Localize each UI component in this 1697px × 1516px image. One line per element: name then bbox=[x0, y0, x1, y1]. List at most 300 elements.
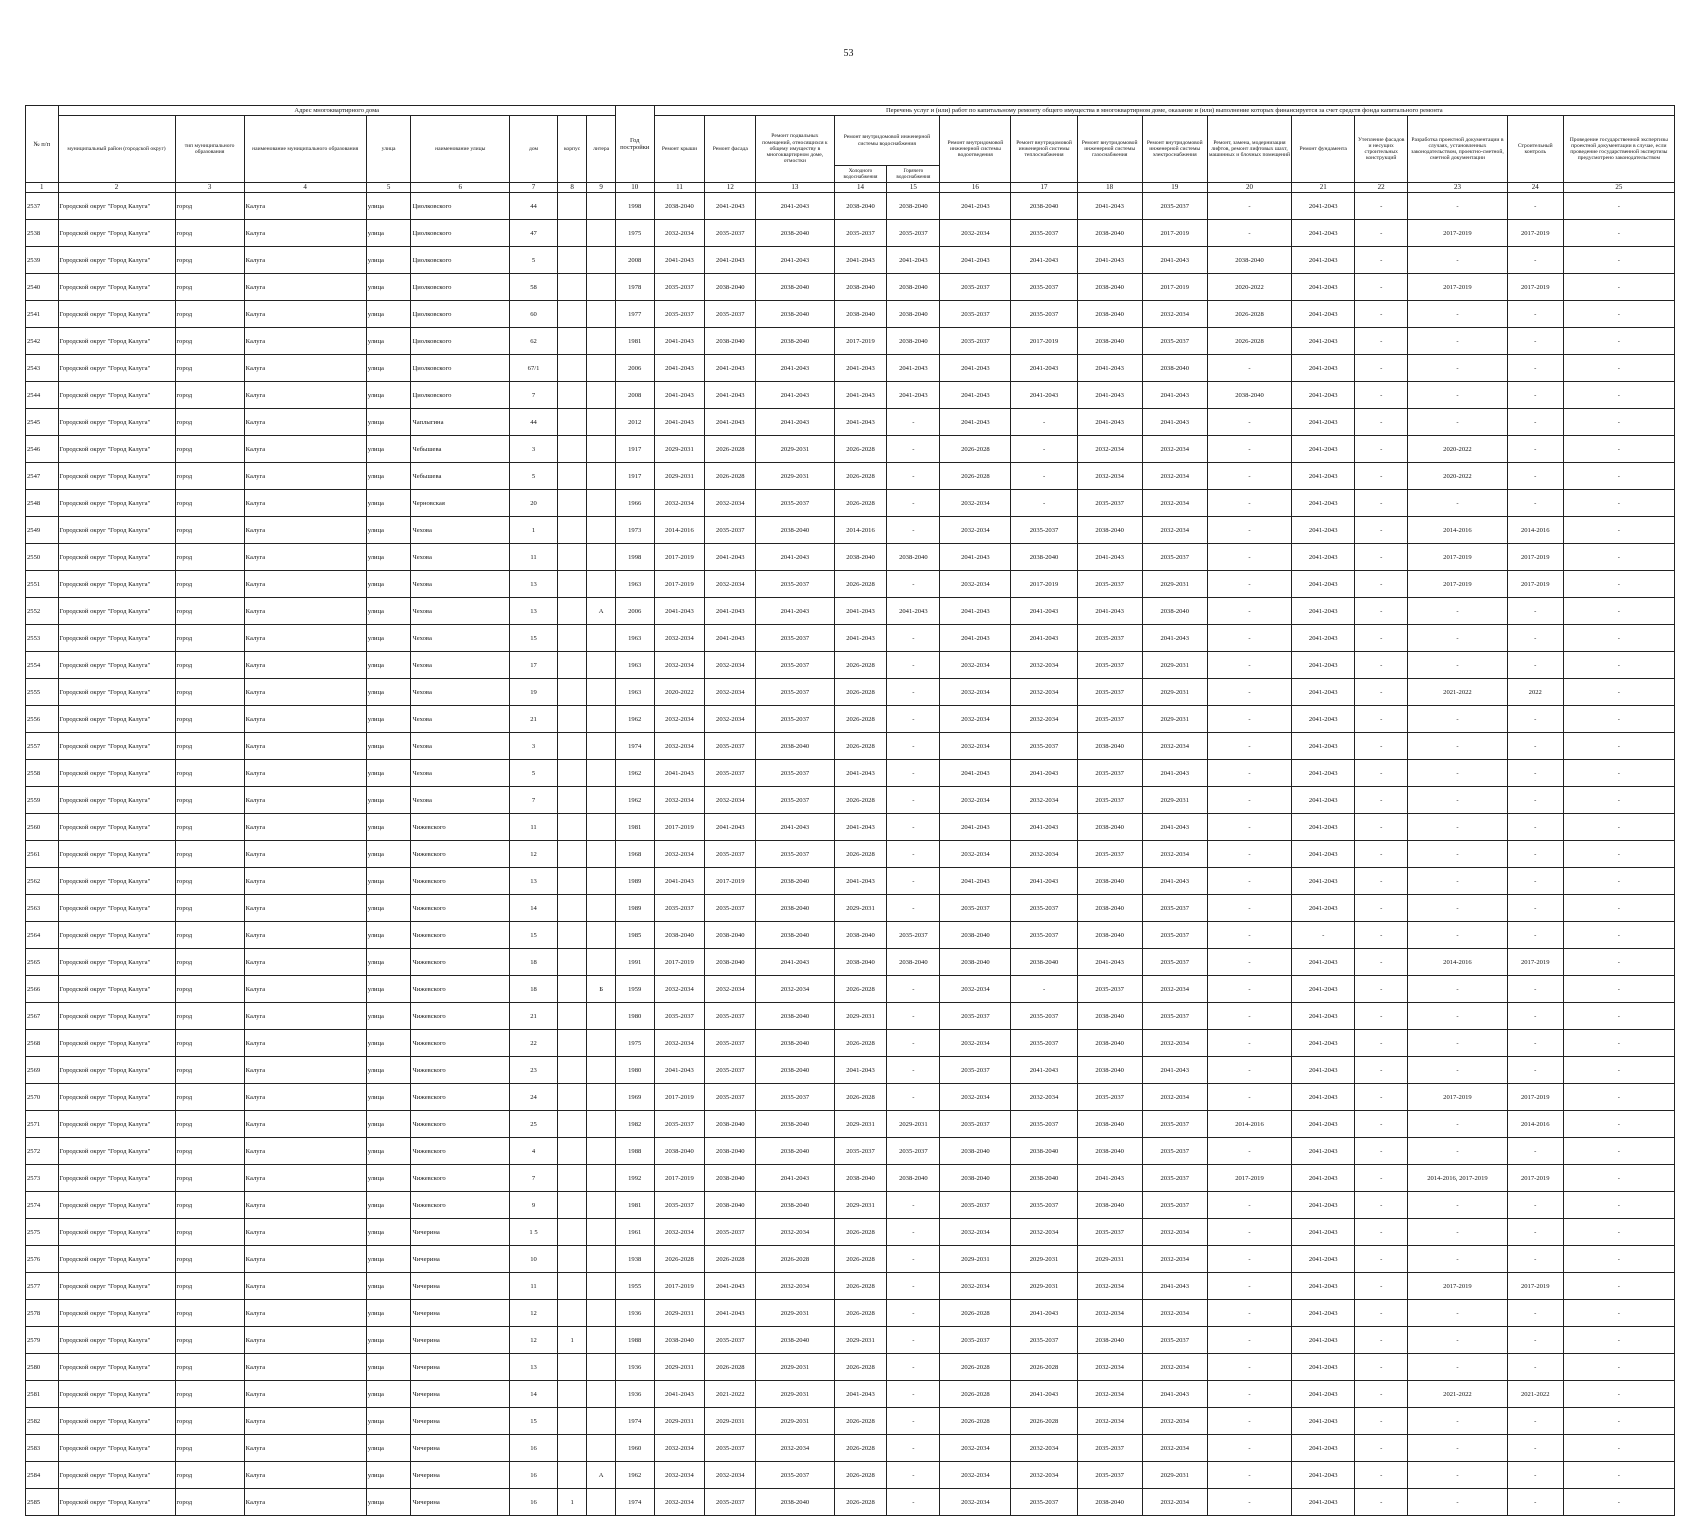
table-cell: - bbox=[1563, 625, 1674, 652]
header-drain: Ремонт внутридомовой инженерной системы водоотведения bbox=[940, 116, 1011, 183]
table-cell: 2544 bbox=[26, 382, 59, 409]
table-cell bbox=[587, 652, 616, 679]
table-cell: - bbox=[1207, 706, 1291, 733]
table-cell: улица bbox=[366, 1381, 411, 1408]
table-cell: Городской округ "Город Калуга" bbox=[58, 463, 175, 490]
table-cell: 2041-2043 bbox=[1292, 490, 1355, 517]
table-cell: 2032-2034 bbox=[940, 787, 1011, 814]
table-cell: 2035-2037 bbox=[1142, 922, 1207, 949]
table-cell: 12 bbox=[510, 1327, 558, 1354]
table-cell bbox=[557, 436, 586, 463]
column-number: 22 bbox=[1355, 183, 1408, 193]
table-cell: - bbox=[1355, 976, 1408, 1003]
table-cell: - bbox=[1507, 1408, 1563, 1435]
column-number: 7 bbox=[510, 183, 558, 193]
table-cell: - bbox=[1507, 1030, 1563, 1057]
table-row bbox=[26, 1165, 1675, 1192]
table-cell: 2032-2034 bbox=[1011, 841, 1077, 868]
table-cell: 2041-2043 bbox=[756, 409, 834, 436]
table-cell: Чехова bbox=[411, 733, 510, 760]
table-cell: улица bbox=[366, 760, 411, 787]
table-cell: - bbox=[1355, 1192, 1408, 1219]
table-cell bbox=[557, 544, 586, 571]
table-cell: улица bbox=[366, 679, 411, 706]
table-cell: - bbox=[1507, 625, 1563, 652]
table-cell: 2032-2034 bbox=[1142, 1084, 1207, 1111]
table-cell: 1962 bbox=[615, 706, 654, 733]
table-cell: 13 bbox=[510, 1354, 558, 1381]
table-cell: 2035-2037 bbox=[1011, 1489, 1077, 1516]
table-cell: 2542 bbox=[26, 328, 59, 355]
table-cell: 2035-2037 bbox=[705, 895, 756, 922]
table-row bbox=[26, 949, 1675, 976]
table-cell: Калуга bbox=[244, 1354, 366, 1381]
table-cell: город bbox=[175, 760, 244, 787]
table-cell: 2026-2028 bbox=[834, 1354, 887, 1381]
table-cell: 2578 bbox=[26, 1300, 59, 1327]
table-cell: 2041-2043 bbox=[940, 355, 1011, 382]
table-cell bbox=[557, 517, 586, 544]
table-cell: 2008 bbox=[615, 382, 654, 409]
table-cell: 2032-2034 bbox=[654, 976, 705, 1003]
table-cell: 2041-2043 bbox=[834, 1381, 887, 1408]
table-cell: 2038-2040 bbox=[705, 328, 756, 355]
table-cell: 2041-2043 bbox=[1292, 328, 1355, 355]
table-cell: 2582 bbox=[26, 1408, 59, 1435]
table-cell: 2041-2043 bbox=[940, 544, 1011, 571]
table-cell: 2035-2037 bbox=[756, 841, 834, 868]
table-cell: - bbox=[887, 1462, 940, 1489]
table-cell: 2573 bbox=[26, 1165, 59, 1192]
table-cell: - bbox=[887, 1003, 940, 1030]
table-cell: 2038-2040 bbox=[654, 1138, 705, 1165]
table-cell: Чехова bbox=[411, 706, 510, 733]
table-cell: Циолковского bbox=[411, 274, 510, 301]
column-number: 11 bbox=[654, 183, 705, 193]
table-cell: 2035-2037 bbox=[756, 652, 834, 679]
table-cell: 2035-2037 bbox=[1011, 1003, 1077, 1030]
table-cell: - bbox=[1408, 382, 1508, 409]
table-cell: 2038-2040 bbox=[756, 1057, 834, 1084]
table-cell: - bbox=[1408, 193, 1508, 220]
table-cell: - bbox=[1355, 895, 1408, 922]
table-cell: город bbox=[175, 1084, 244, 1111]
table-cell: - bbox=[887, 895, 940, 922]
table-cell: - bbox=[1563, 1489, 1674, 1516]
table-row bbox=[26, 1462, 1675, 1489]
table-cell: 2017-2019 bbox=[1408, 544, 1508, 571]
table-cell: 2041-2043 bbox=[705, 1300, 756, 1327]
table-cell: Городской округ "Город Калуга" bbox=[58, 1462, 175, 1489]
table-cell: 18 bbox=[510, 976, 558, 1003]
table-cell: 1989 bbox=[615, 895, 654, 922]
table-row bbox=[26, 544, 1675, 571]
table-cell: Чижевского bbox=[411, 1084, 510, 1111]
header-supervision: Строительный контроль bbox=[1507, 116, 1563, 183]
table-cell: 2543 bbox=[26, 355, 59, 382]
table-cell: 1975 bbox=[615, 1030, 654, 1057]
table-cell: 2017-2019 bbox=[1507, 220, 1563, 247]
header-basement: Ремонт подвальных помещений, относящихся к общему имуществу в многоквартирном доме, отмостки bbox=[756, 116, 834, 183]
table-cell: - bbox=[1563, 652, 1674, 679]
table-cell: - bbox=[1507, 1300, 1563, 1327]
table-cell: 2026-2028 bbox=[834, 1435, 887, 1462]
table-cell: 2041-2043 bbox=[654, 1057, 705, 1084]
table-cell bbox=[557, 1300, 586, 1327]
table-header bbox=[26, 106, 1675, 193]
table-cell: - bbox=[1207, 1354, 1291, 1381]
table-cell: Калуга bbox=[244, 652, 366, 679]
table-cell: город bbox=[175, 1111, 244, 1138]
table-cell: 1917 bbox=[615, 436, 654, 463]
table-cell: 1 bbox=[557, 1327, 586, 1354]
table-cell: 2041-2043 bbox=[1077, 409, 1142, 436]
table-cell: Калуга bbox=[244, 1273, 366, 1300]
table-cell: 2038-2040 bbox=[1077, 220, 1142, 247]
table-cell: 2041-2043 bbox=[1292, 274, 1355, 301]
header-house: дом bbox=[510, 116, 558, 183]
table-cell: 2041-2043 bbox=[1292, 517, 1355, 544]
table-cell: 2035-2037 bbox=[654, 1111, 705, 1138]
table-cell bbox=[557, 1462, 586, 1489]
table-cell: 2041-2043 bbox=[1292, 247, 1355, 274]
table-cell: 2032-2034 bbox=[1077, 463, 1142, 490]
table-cell: - bbox=[887, 463, 940, 490]
table-cell bbox=[587, 949, 616, 976]
table-cell bbox=[557, 1030, 586, 1057]
table-cell: 2041-2043 bbox=[1292, 787, 1355, 814]
table-cell: 2032-2034 bbox=[705, 787, 756, 814]
column-number: 15 bbox=[887, 183, 940, 193]
table-cell: 2041-2043 bbox=[1142, 814, 1207, 841]
table-cell: 2035-2037 bbox=[705, 841, 756, 868]
table-cell: - bbox=[1408, 1408, 1508, 1435]
table-cell: 1977 bbox=[615, 301, 654, 328]
table-cell: 12 bbox=[510, 1300, 558, 1327]
table-cell: 2035-2037 bbox=[1077, 1219, 1142, 1246]
table-cell bbox=[587, 1408, 616, 1435]
table-row bbox=[26, 355, 1675, 382]
table-cell: 2041-2043 bbox=[1292, 409, 1355, 436]
table-row bbox=[26, 1084, 1675, 1111]
table-cell: Чижевского bbox=[411, 1003, 510, 1030]
table-cell bbox=[587, 382, 616, 409]
table-cell: 2041-2043 bbox=[1292, 436, 1355, 463]
table-row bbox=[26, 1219, 1675, 1246]
table-cell: Калуга bbox=[244, 760, 366, 787]
table-cell: - bbox=[887, 1057, 940, 1084]
table-cell: 2041-2043 bbox=[1292, 733, 1355, 760]
table-cell: Калуга bbox=[244, 814, 366, 841]
table-cell: - bbox=[1408, 976, 1508, 1003]
table-cell: Циолковского bbox=[411, 355, 510, 382]
column-number: 21 bbox=[1292, 183, 1355, 193]
table-cell: Чижевского bbox=[411, 895, 510, 922]
table-cell: 2035-2037 bbox=[1077, 490, 1142, 517]
table-cell: 2035-2037 bbox=[1142, 1192, 1207, 1219]
table-cell: - bbox=[1507, 1003, 1563, 1030]
table-cell: - bbox=[1207, 490, 1291, 517]
table-cell: 1974 bbox=[615, 733, 654, 760]
table-cell bbox=[557, 382, 586, 409]
table-cell: 2563 bbox=[26, 895, 59, 922]
table-cell: 9 bbox=[510, 1192, 558, 1219]
table-cell: 2041-2043 bbox=[1292, 544, 1355, 571]
table-cell: город bbox=[175, 1354, 244, 1381]
table-cell: улица bbox=[366, 1003, 411, 1030]
table-cell: - bbox=[887, 436, 940, 463]
table-cell: Калуга bbox=[244, 1435, 366, 1462]
table-cell: 2035-2037 bbox=[756, 1084, 834, 1111]
table-cell: Чижевского bbox=[411, 976, 510, 1003]
table-cell: 2017-2019 bbox=[1408, 571, 1508, 598]
table-cell: улица bbox=[366, 1192, 411, 1219]
table-cell: - bbox=[1355, 1219, 1408, 1246]
table-cell: 2041-2043 bbox=[1011, 760, 1077, 787]
table-cell: - bbox=[1355, 1273, 1408, 1300]
table-cell: 2035-2037 bbox=[1077, 652, 1142, 679]
table-cell: 2038-2040 bbox=[756, 517, 834, 544]
table-cell: - bbox=[1507, 1057, 1563, 1084]
table-cell: 10 bbox=[510, 1246, 558, 1273]
table-cell: Городской округ "Город Калуга" bbox=[58, 1246, 175, 1273]
table-cell: Городской округ "Город Калуга" bbox=[58, 598, 175, 625]
table-body bbox=[26, 193, 1675, 1516]
table-cell: 2041-2043 bbox=[1077, 544, 1142, 571]
table-cell: - bbox=[1507, 436, 1563, 463]
table-cell: улица bbox=[366, 1435, 411, 1462]
table-cell: 2026-2028 bbox=[940, 1354, 1011, 1381]
table-cell: - bbox=[1408, 706, 1508, 733]
table-cell: - bbox=[1563, 544, 1674, 571]
table-cell: 2035-2037 bbox=[834, 220, 887, 247]
table-cell: 2035-2037 bbox=[654, 895, 705, 922]
table-cell: 2026-2028 bbox=[834, 976, 887, 1003]
table-cell: 2032-2034 bbox=[940, 706, 1011, 733]
table-row bbox=[26, 1057, 1675, 1084]
table-cell: 2041-2043 bbox=[940, 814, 1011, 841]
table-cell: - bbox=[1355, 436, 1408, 463]
table-cell: 2035-2037 bbox=[705, 517, 756, 544]
table-cell: - bbox=[887, 787, 940, 814]
table-cell: улица bbox=[366, 544, 411, 571]
table-cell: город bbox=[175, 247, 244, 274]
table-cell bbox=[587, 301, 616, 328]
table-cell: 11 bbox=[510, 1273, 558, 1300]
table-cell: Калуга bbox=[244, 1408, 366, 1435]
table-cell: - bbox=[1207, 571, 1291, 598]
table-cell: - bbox=[1507, 463, 1563, 490]
column-number: 10 bbox=[615, 183, 654, 193]
table-cell: Циолковского bbox=[411, 382, 510, 409]
table-cell: 67/1 bbox=[510, 355, 558, 382]
column-number: 6 bbox=[411, 183, 510, 193]
table-cell: город bbox=[175, 1165, 244, 1192]
table-row bbox=[26, 382, 1675, 409]
table-cell: 2035-2037 bbox=[940, 895, 1011, 922]
table-cell: 16 bbox=[510, 1435, 558, 1462]
table-cell: 2041-2043 bbox=[1292, 220, 1355, 247]
table-cell bbox=[557, 706, 586, 733]
table-cell: - bbox=[1563, 760, 1674, 787]
table-cell: Калуга bbox=[244, 1138, 366, 1165]
table-cell: 2032-2034 bbox=[1142, 1408, 1207, 1435]
table-cell: 2026-2028 bbox=[940, 1381, 1011, 1408]
table-cell: - bbox=[1207, 598, 1291, 625]
table-cell: 2026-2028 bbox=[834, 841, 887, 868]
table-cell: Городской округ "Город Калуга" bbox=[58, 1165, 175, 1192]
table-cell bbox=[557, 571, 586, 598]
table-cell: 2029-2031 bbox=[834, 1192, 887, 1219]
table-cell: 2038-2040 bbox=[756, 1138, 834, 1165]
table-cell: Черновская bbox=[411, 490, 510, 517]
table-cell: 2032-2034 bbox=[1142, 733, 1207, 760]
table-cell: - bbox=[1507, 976, 1563, 1003]
table-cell: улица bbox=[366, 733, 411, 760]
table-cell: 2017-2019 bbox=[1507, 1273, 1563, 1300]
table-cell: 2041-2043 bbox=[1292, 1273, 1355, 1300]
table-cell: - bbox=[1355, 1003, 1408, 1030]
table-cell bbox=[557, 274, 586, 301]
table-cell: Городской округ "Город Калуга" bbox=[58, 1489, 175, 1516]
table-cell: 2029-2031 bbox=[1142, 652, 1207, 679]
table-row bbox=[26, 274, 1675, 301]
table-cell: Городской округ "Город Калуга" bbox=[58, 571, 175, 598]
table-cell: 2029-2031 bbox=[756, 1354, 834, 1381]
table-cell: - bbox=[1408, 328, 1508, 355]
table-cell: Калуга bbox=[244, 1165, 366, 1192]
table-cell: 2559 bbox=[26, 787, 59, 814]
table-cell: 2020-2022 bbox=[654, 679, 705, 706]
header-settlement-name: наименование муниципального образования bbox=[244, 116, 366, 183]
table-cell: 2035-2037 bbox=[940, 1111, 1011, 1138]
table-cell: - bbox=[1355, 949, 1408, 976]
table-cell bbox=[557, 1111, 586, 1138]
table-cell: 2041-2043 bbox=[705, 193, 756, 220]
table-cell: 1998 bbox=[615, 193, 654, 220]
table-cell: - bbox=[1355, 1354, 1408, 1381]
table-cell: Калуга bbox=[244, 301, 366, 328]
table-cell: город bbox=[175, 706, 244, 733]
table-cell: 2041-2043 bbox=[1077, 949, 1142, 976]
table-cell: 2041-2043 bbox=[887, 598, 940, 625]
table-cell: - bbox=[1408, 1300, 1508, 1327]
table-cell: 2540 bbox=[26, 274, 59, 301]
table-cell: - bbox=[1207, 1462, 1291, 1489]
table-cell: Городской округ "Город Калуга" bbox=[58, 679, 175, 706]
table-cell: улица bbox=[366, 220, 411, 247]
table-cell: 2032-2034 bbox=[654, 787, 705, 814]
table-cell: 1991 bbox=[615, 949, 654, 976]
table-cell: - bbox=[1355, 598, 1408, 625]
table-cell: 2017-2019 bbox=[654, 949, 705, 976]
table-cell: 2041-2043 bbox=[1142, 1381, 1207, 1408]
table-cell: 2041-2043 bbox=[1011, 355, 1077, 382]
table-cell: - bbox=[1207, 949, 1291, 976]
table-cell: - bbox=[1563, 571, 1674, 598]
table-cell: - bbox=[1408, 1354, 1508, 1381]
table-cell: 2041-2043 bbox=[756, 247, 834, 274]
table-cell: 2026-2028 bbox=[834, 463, 887, 490]
table-cell: 2032-2034 bbox=[1077, 1354, 1142, 1381]
table-cell: 2032-2034 bbox=[1011, 787, 1077, 814]
table-cell bbox=[587, 1327, 616, 1354]
header-street-name: наименование улицы bbox=[411, 116, 510, 183]
table-cell: улица bbox=[366, 868, 411, 895]
table-cell: - bbox=[1408, 1111, 1508, 1138]
table-cell: 2041-2043 bbox=[940, 409, 1011, 436]
table-cell: Циолковского bbox=[411, 247, 510, 274]
table-cell: 2017-2019 bbox=[654, 1084, 705, 1111]
table-cell: город bbox=[175, 193, 244, 220]
table-cell: - bbox=[1355, 1057, 1408, 1084]
table-cell bbox=[557, 652, 586, 679]
table-cell: - bbox=[1408, 355, 1508, 382]
table-cell: 2041-2043 bbox=[1292, 1462, 1355, 1489]
table-cell: - bbox=[1408, 787, 1508, 814]
header-gas: Ремонт внутридомовой инженерной системы газоснабжения bbox=[1077, 116, 1142, 183]
table-cell: 2041-2043 bbox=[834, 355, 887, 382]
table-cell: Калуга bbox=[244, 517, 366, 544]
table-cell: 2560 bbox=[26, 814, 59, 841]
table-cell: город bbox=[175, 355, 244, 382]
table-cell bbox=[587, 1030, 616, 1057]
table-cell: 60 bbox=[510, 301, 558, 328]
table-cell: 2026-2028 bbox=[834, 1408, 887, 1435]
table-cell: 2035-2037 bbox=[1077, 787, 1142, 814]
table-cell: 2029-2031 bbox=[1142, 706, 1207, 733]
table-cell: 2017-2019 bbox=[1408, 1084, 1508, 1111]
table-cell: 2017-2019 bbox=[654, 544, 705, 571]
table-cell: 15 bbox=[510, 625, 558, 652]
table-row bbox=[26, 1381, 1675, 1408]
table-cell: 2572 bbox=[26, 1138, 59, 1165]
table-cell: - bbox=[1207, 1138, 1291, 1165]
table-cell: 2035-2037 bbox=[940, 1057, 1011, 1084]
table-cell: 2041-2043 bbox=[1292, 679, 1355, 706]
table-row bbox=[26, 976, 1675, 1003]
table-cell bbox=[557, 247, 586, 274]
table-cell: 2032-2034 bbox=[1142, 517, 1207, 544]
table-cell: улица bbox=[366, 1084, 411, 1111]
column-number: 20 bbox=[1207, 183, 1291, 193]
table-row bbox=[26, 409, 1675, 436]
table-cell: 1963 bbox=[615, 625, 654, 652]
table-row bbox=[26, 895, 1675, 922]
table-cell: - bbox=[1507, 490, 1563, 517]
table-cell: 2041-2043 bbox=[1292, 1300, 1355, 1327]
table-row bbox=[26, 1030, 1675, 1057]
table-cell: - bbox=[1563, 1192, 1674, 1219]
table-cell: 2029-2031 bbox=[756, 1381, 834, 1408]
table-cell: 2026-2028 bbox=[834, 1489, 887, 1516]
table-cell: улица bbox=[366, 571, 411, 598]
table-cell: Калуга bbox=[244, 490, 366, 517]
table-cell: 2035-2037 bbox=[705, 1057, 756, 1084]
table-cell: 2032-2034 bbox=[1142, 463, 1207, 490]
table-cell: 1981 bbox=[615, 814, 654, 841]
table-cell: 2026-2028 bbox=[834, 1462, 887, 1489]
table-cell: 2038-2040 bbox=[756, 220, 834, 247]
header-insulation: Утепление фасадов и несущих строительных конструкций bbox=[1355, 116, 1408, 183]
table-cell: улица bbox=[366, 652, 411, 679]
table-cell: - bbox=[1507, 922, 1563, 949]
table-cell: город bbox=[175, 1435, 244, 1462]
header-year: Год постройки bbox=[615, 106, 654, 183]
table-row bbox=[26, 1435, 1675, 1462]
table-cell: 2035-2037 bbox=[1142, 1003, 1207, 1030]
table-cell bbox=[587, 679, 616, 706]
